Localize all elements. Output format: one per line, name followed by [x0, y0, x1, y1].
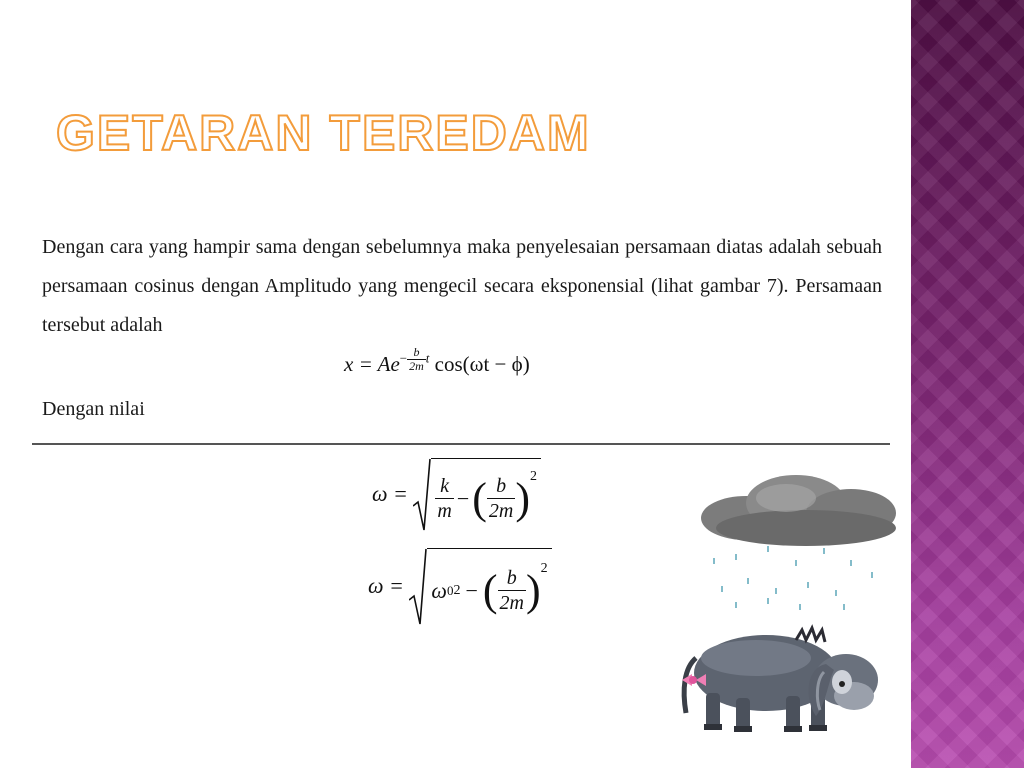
- omega-equation-2: [368, 548, 552, 628]
- close-paren: ): [515, 473, 531, 523]
- sqrt-expression: [413, 458, 541, 534]
- rain-drops-icon: [714, 546, 872, 610]
- divider-rule: [32, 443, 890, 445]
- power: 2: [530, 468, 538, 484]
- slide-title: GETARAN TEREDAM: [56, 105, 591, 161]
- equation-rhs: cos(ωt − ϕ): [429, 352, 530, 376]
- k-over-m: [435, 474, 453, 523]
- donkey-icon: [682, 628, 878, 732]
- equation-exponent: [400, 346, 430, 373]
- b-numerator: b: [498, 566, 526, 591]
- omega-lhs: ω =: [372, 481, 408, 507]
- power: 2: [453, 582, 461, 598]
- open-paren: (: [472, 473, 487, 523]
- raincloud-donkey-icon: [676, 468, 912, 738]
- body-paragraph: Dengan cara yang hampir sama dengan sebelumnya maka penyelesaian persamaan diatas adalah sebuah persamaan cosinus dengan Amplitudo yang mengecil secara eksponensial (lihat gambar 7). Persamaan tersebut adalah: [42, 236, 882, 336]
- k-numerator: k: [435, 474, 453, 499]
- b-numerator: b: [487, 474, 515, 499]
- exponent-denominator: 2m: [409, 358, 424, 373]
- omega-zero: ω: [431, 577, 447, 603]
- damped-oscillation-equation: [344, 344, 530, 382]
- sqrt-body: [431, 458, 541, 534]
- sub-label: Dengan nilai: [42, 398, 145, 420]
- omega-equation-1: [372, 458, 541, 534]
- exponent-variable: t: [425, 350, 430, 365]
- sqrt-body: [427, 548, 551, 628]
- sqrt-expression: [409, 548, 551, 628]
- exponent-fraction: [407, 346, 426, 373]
- sqrt-sign-icon: [413, 458, 431, 534]
- rain-cloud-icon: [701, 475, 896, 546]
- side-decoration-panel: [911, 0, 1024, 768]
- b-over-2m: [498, 566, 526, 615]
- minus-sign: −: [465, 577, 478, 603]
- open-paren: (: [482, 565, 498, 615]
- exponent-numerator: b: [407, 346, 426, 360]
- exponent-sign: −: [399, 350, 408, 365]
- sqrt-sign-icon: [409, 548, 427, 628]
- omega-lhs: ω =: [368, 573, 404, 599]
- power: 2: [540, 560, 548, 576]
- subscript-zero: 0: [446, 582, 454, 598]
- close-paren: ): [525, 565, 541, 615]
- 2m-denominator: 2m: [488, 500, 514, 522]
- 2m-denominator: 2m: [499, 592, 524, 614]
- minus-sign: −: [456, 485, 470, 511]
- equation-lhs: x = Ae: [344, 352, 400, 376]
- m-denominator: m: [437, 500, 452, 522]
- b-over-2m: [487, 474, 515, 523]
